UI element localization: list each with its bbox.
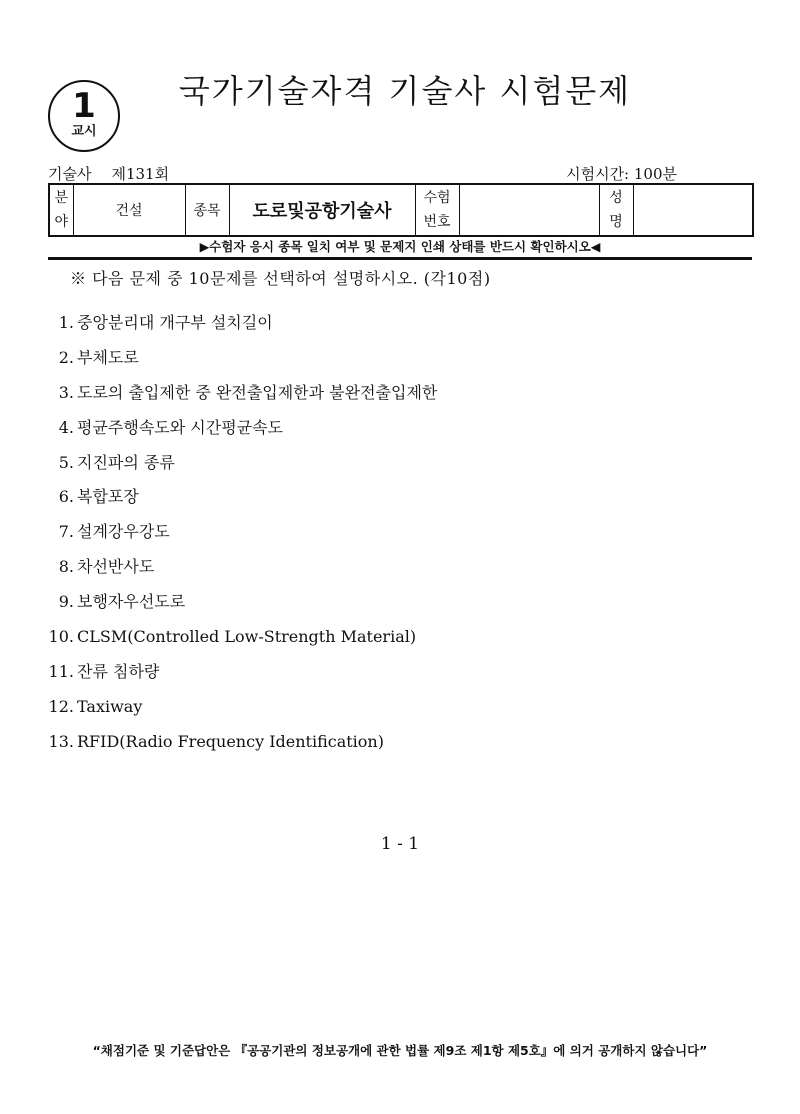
field-label: 분 야: [49, 184, 73, 236]
list-item: [40, 690, 437, 725]
list-item: [40, 620, 437, 655]
question-number: 10.: [48, 627, 74, 647]
footer-disclaimer: “채점기준 및 기준답안은 『공공기관의 정보공개에 관한 법률 제9조 제1항 제5호』에 의거 공개하지 않습니다”: [92, 1043, 708, 1058]
question-text: 부체도로: [77, 347, 139, 367]
question-number: 7.: [58, 522, 74, 542]
exam-round: 제131회: [111, 165, 170, 183]
question-text: 지진파의 종류: [77, 452, 175, 472]
divider: [48, 257, 752, 260]
question-text: CLSM(Controlled Low-Strength Material): [77, 627, 417, 647]
question-number: 3.: [58, 382, 74, 402]
exam-number-label: 수험 번호: [415, 184, 459, 236]
question-number: 8.: [58, 557, 74, 577]
list-item: [40, 341, 437, 376]
question-text: 복합포장: [77, 487, 139, 507]
name-field[interactable]: [633, 184, 753, 236]
list-item: [40, 515, 437, 550]
list-item: [40, 585, 437, 620]
field-value: 건설: [73, 184, 185, 236]
question-text: 설계강우강도: [77, 522, 170, 542]
info-table: [48, 183, 754, 237]
question-number: 5.: [58, 452, 74, 472]
question-text: 보행자우선도로: [77, 592, 186, 612]
page-number: 1 - 1: [380, 834, 420, 854]
list-item: [40, 446, 437, 481]
list-item: [40, 376, 437, 411]
question-list: [40, 306, 437, 760]
list-item: [40, 306, 437, 341]
question-text: 잔류 침하량: [77, 661, 160, 681]
list-item: [40, 411, 437, 446]
list-item: [40, 550, 437, 585]
instruction: ※ 다음 문제 중 10문제를 선택하여 설명하시오. (각10점): [70, 269, 491, 288]
question-number: 2.: [58, 347, 74, 367]
question-number: 11.: [48, 661, 74, 681]
exam-meta: [48, 163, 169, 184]
question-text: RFID(Radio Frequency Identification): [77, 731, 384, 751]
question-number: 6.: [58, 487, 74, 507]
list-item: [40, 725, 437, 760]
question-number: 12.: [48, 696, 74, 716]
category-value: 도로및공항기술사: [229, 184, 415, 236]
question-number: 9.: [58, 592, 74, 612]
list-item: [40, 655, 437, 690]
question-text: 차선반사도: [77, 557, 155, 577]
exam-duration: 시험시간: 100분: [566, 165, 677, 183]
period-number: 1: [72, 86, 96, 126]
notice-banner: ▶수험자 응시 종목 일치 여부 및 문제지 인쇄 상태를 반드시 확인하시오◀: [199, 239, 601, 254]
question-number: 4.: [58, 417, 74, 437]
list-item: [40, 480, 437, 515]
exam-type: 기술사: [48, 165, 92, 183]
question-text: 중앙분리대 개구부 설치길이: [77, 313, 273, 332]
question-text: 평균주행속도와 시간평균속도: [77, 417, 284, 437]
question-text: 도로의 출입제한 중 완전출입제한과 불완전출입제한: [77, 382, 438, 402]
period-badge: [48, 80, 120, 152]
question-number: 1.: [58, 313, 74, 332]
name-label: 성 명: [599, 184, 633, 236]
page-title: 국가기술자격 기술사 시험문제: [178, 72, 632, 110]
period-label: 교시: [71, 124, 97, 139]
question-text: Taxiway: [77, 696, 143, 716]
exam-number-field[interactable]: [459, 184, 599, 236]
question-number: 13.: [48, 731, 74, 751]
category-label: 종목: [185, 184, 229, 236]
